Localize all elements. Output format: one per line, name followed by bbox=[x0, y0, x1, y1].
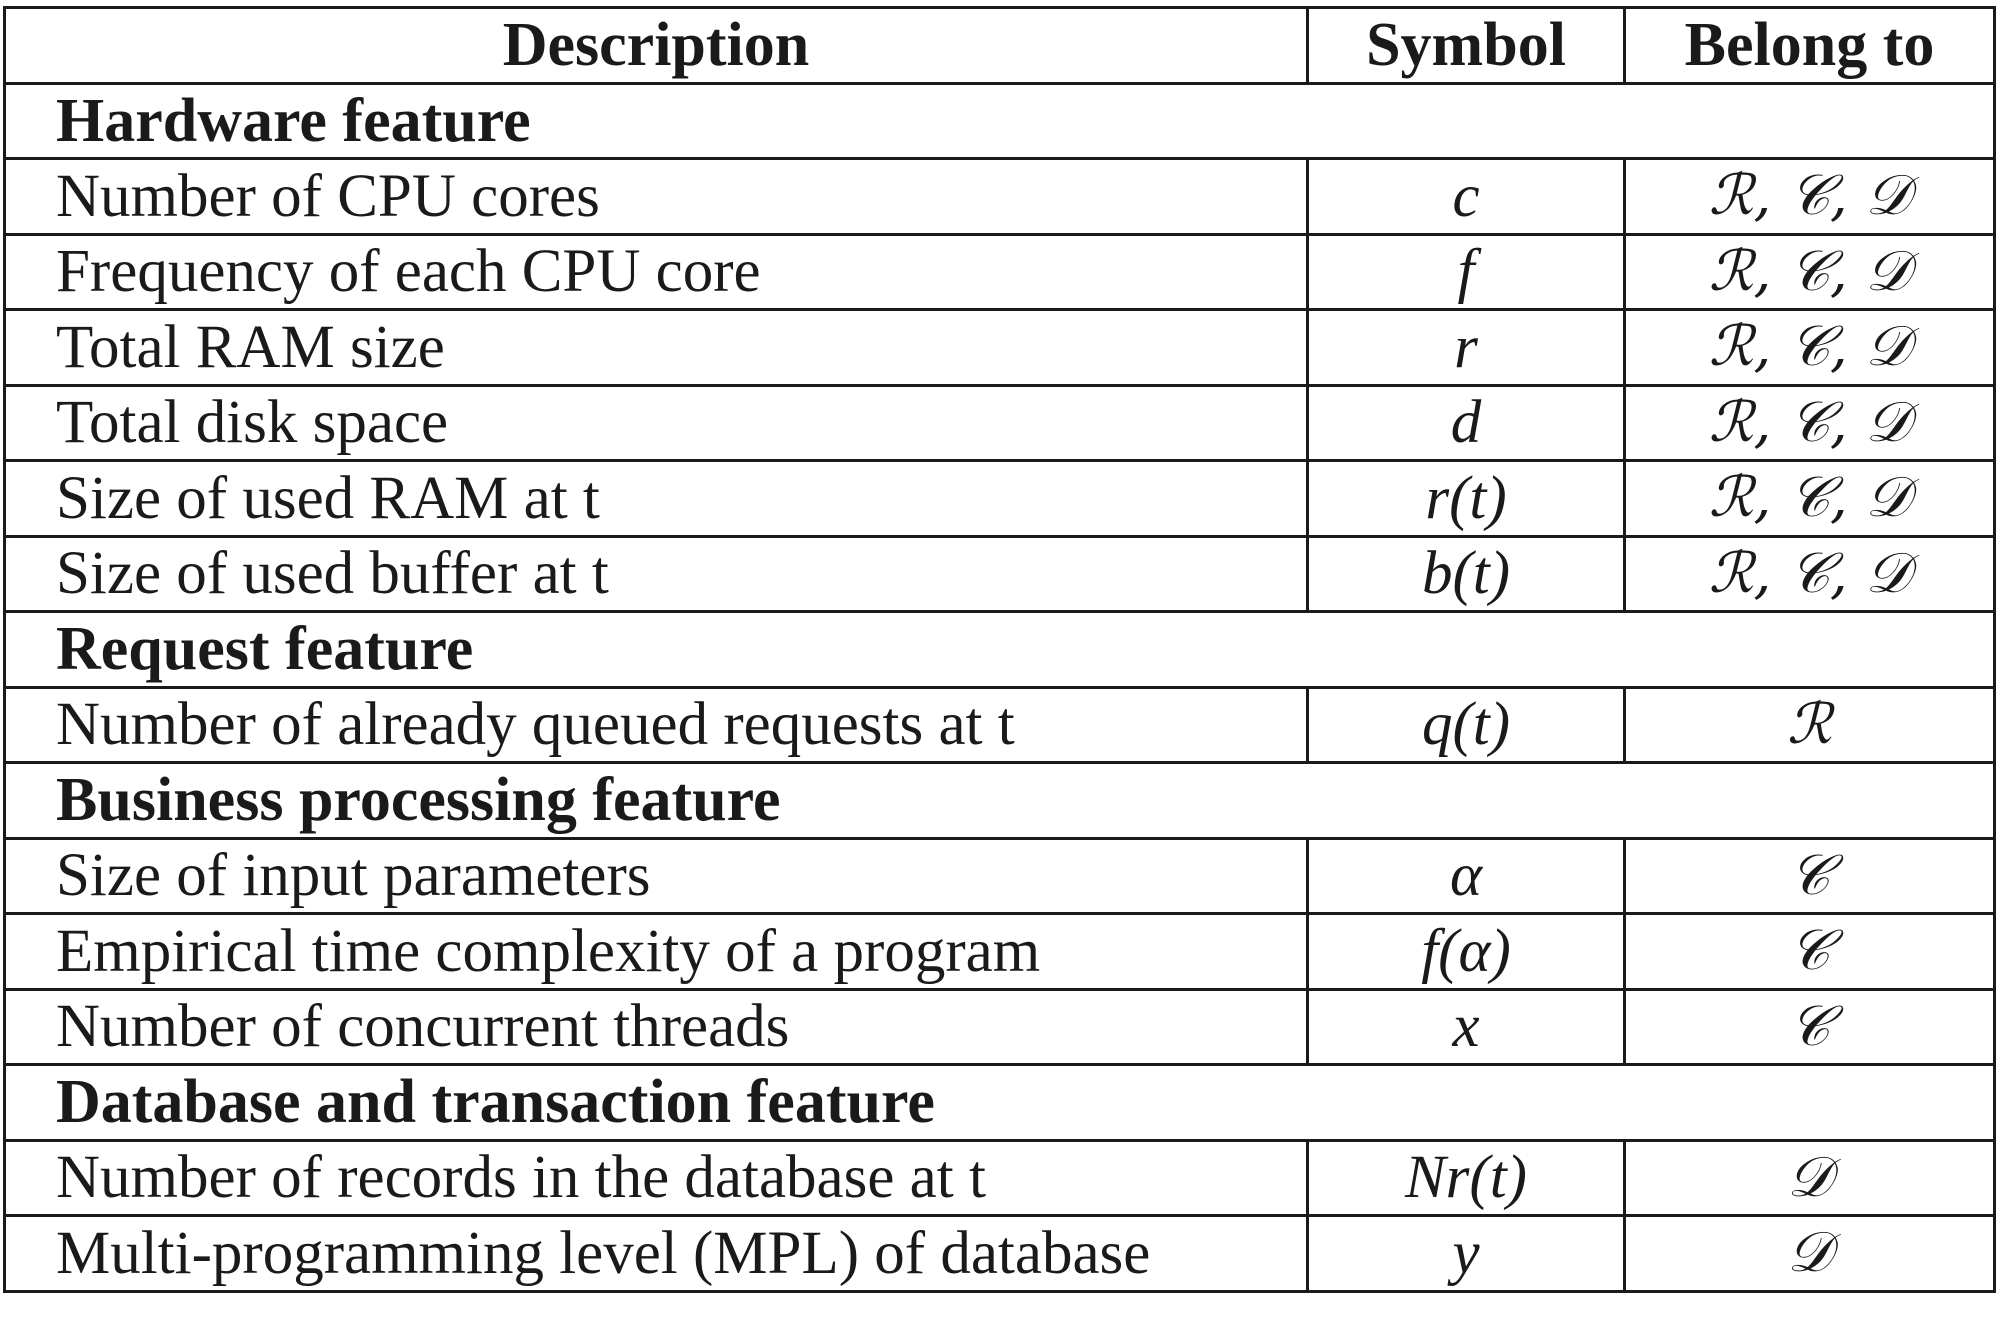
row-belong-to: 𝒞 bbox=[1625, 838, 1995, 914]
table-row bbox=[5, 159, 1995, 235]
row-symbol: f bbox=[1308, 234, 1625, 310]
row-description: Total disk space bbox=[5, 385, 1308, 461]
row-belong-to: ℛ bbox=[1625, 687, 1995, 763]
row-symbol: Nr(t) bbox=[1308, 1140, 1625, 1216]
row-description: Multi-programming level (MPL) of database bbox=[5, 1216, 1308, 1292]
row-description: Empirical time complexity of a program bbox=[5, 914, 1308, 990]
table-row bbox=[5, 914, 1995, 990]
section-title: Request feature bbox=[5, 612, 1995, 688]
row-description: Total RAM size bbox=[5, 310, 1308, 386]
section-title: Hardware feature bbox=[5, 83, 1995, 159]
table-row bbox=[5, 989, 1995, 1065]
section-row bbox=[5, 612, 1995, 688]
row-symbol: y bbox=[1308, 1216, 1625, 1292]
header-description: Description bbox=[5, 8, 1308, 84]
table-row bbox=[5, 234, 1995, 310]
row-belong-to: 𝒞 bbox=[1625, 989, 1995, 1065]
row-description: Number of records in the database at t bbox=[5, 1140, 1308, 1216]
row-symbol: x bbox=[1308, 989, 1625, 1065]
section-title: Business processing feature bbox=[5, 763, 1995, 839]
table-row bbox=[5, 536, 1995, 612]
row-description: Number of concurrent threads bbox=[5, 989, 1308, 1065]
table-row bbox=[5, 1140, 1995, 1216]
row-description: Number of CPU cores bbox=[5, 159, 1308, 235]
table-row bbox=[5, 838, 1995, 914]
row-belong-to: ℛ, 𝒞, 𝒟 bbox=[1625, 159, 1995, 235]
row-belong-to: ℛ, 𝒞, 𝒟 bbox=[1625, 461, 1995, 537]
table-row bbox=[5, 1216, 1995, 1292]
table-row bbox=[5, 310, 1995, 386]
row-symbol: c bbox=[1308, 159, 1625, 235]
header-belong-to: Belong to bbox=[1625, 8, 1995, 84]
row-belong-to: ℛ, 𝒞, 𝒟 bbox=[1625, 536, 1995, 612]
row-belong-to: ℛ, 𝒞, 𝒟 bbox=[1625, 234, 1995, 310]
table-row bbox=[5, 461, 1995, 537]
section-title: Database and transaction feature bbox=[5, 1065, 1995, 1141]
row-symbol: q(t) bbox=[1308, 687, 1625, 763]
row-belong-to: ℛ, 𝒞, 𝒟 bbox=[1625, 385, 1995, 461]
row-description: Size of input parameters bbox=[5, 838, 1308, 914]
feature-table bbox=[3, 6, 1996, 1293]
table-row bbox=[5, 385, 1995, 461]
section-row bbox=[5, 1065, 1995, 1141]
header-symbol: Symbol bbox=[1308, 8, 1625, 84]
row-symbol: r(t) bbox=[1308, 461, 1625, 537]
section-row bbox=[5, 763, 1995, 839]
row-description: Frequency of each CPU core bbox=[5, 234, 1308, 310]
row-symbol: b(t) bbox=[1308, 536, 1625, 612]
row-description: Number of already queued requests at t bbox=[5, 687, 1308, 763]
row-belong-to: ℛ, 𝒞, 𝒟 bbox=[1625, 310, 1995, 386]
row-symbol: α bbox=[1308, 838, 1625, 914]
row-symbol: r bbox=[1308, 310, 1625, 386]
section-row bbox=[5, 83, 1995, 159]
table-row bbox=[5, 687, 1995, 763]
row-belong-to: 𝒞 bbox=[1625, 914, 1995, 990]
row-belong-to: 𝒟 bbox=[1625, 1140, 1995, 1216]
row-symbol: d bbox=[1308, 385, 1625, 461]
header-row bbox=[5, 8, 1995, 84]
row-description: Size of used buffer at t bbox=[5, 536, 1308, 612]
row-symbol: f(α) bbox=[1308, 914, 1625, 990]
row-belong-to: 𝒟 bbox=[1625, 1216, 1995, 1292]
row-description: Size of used RAM at t bbox=[5, 461, 1308, 537]
